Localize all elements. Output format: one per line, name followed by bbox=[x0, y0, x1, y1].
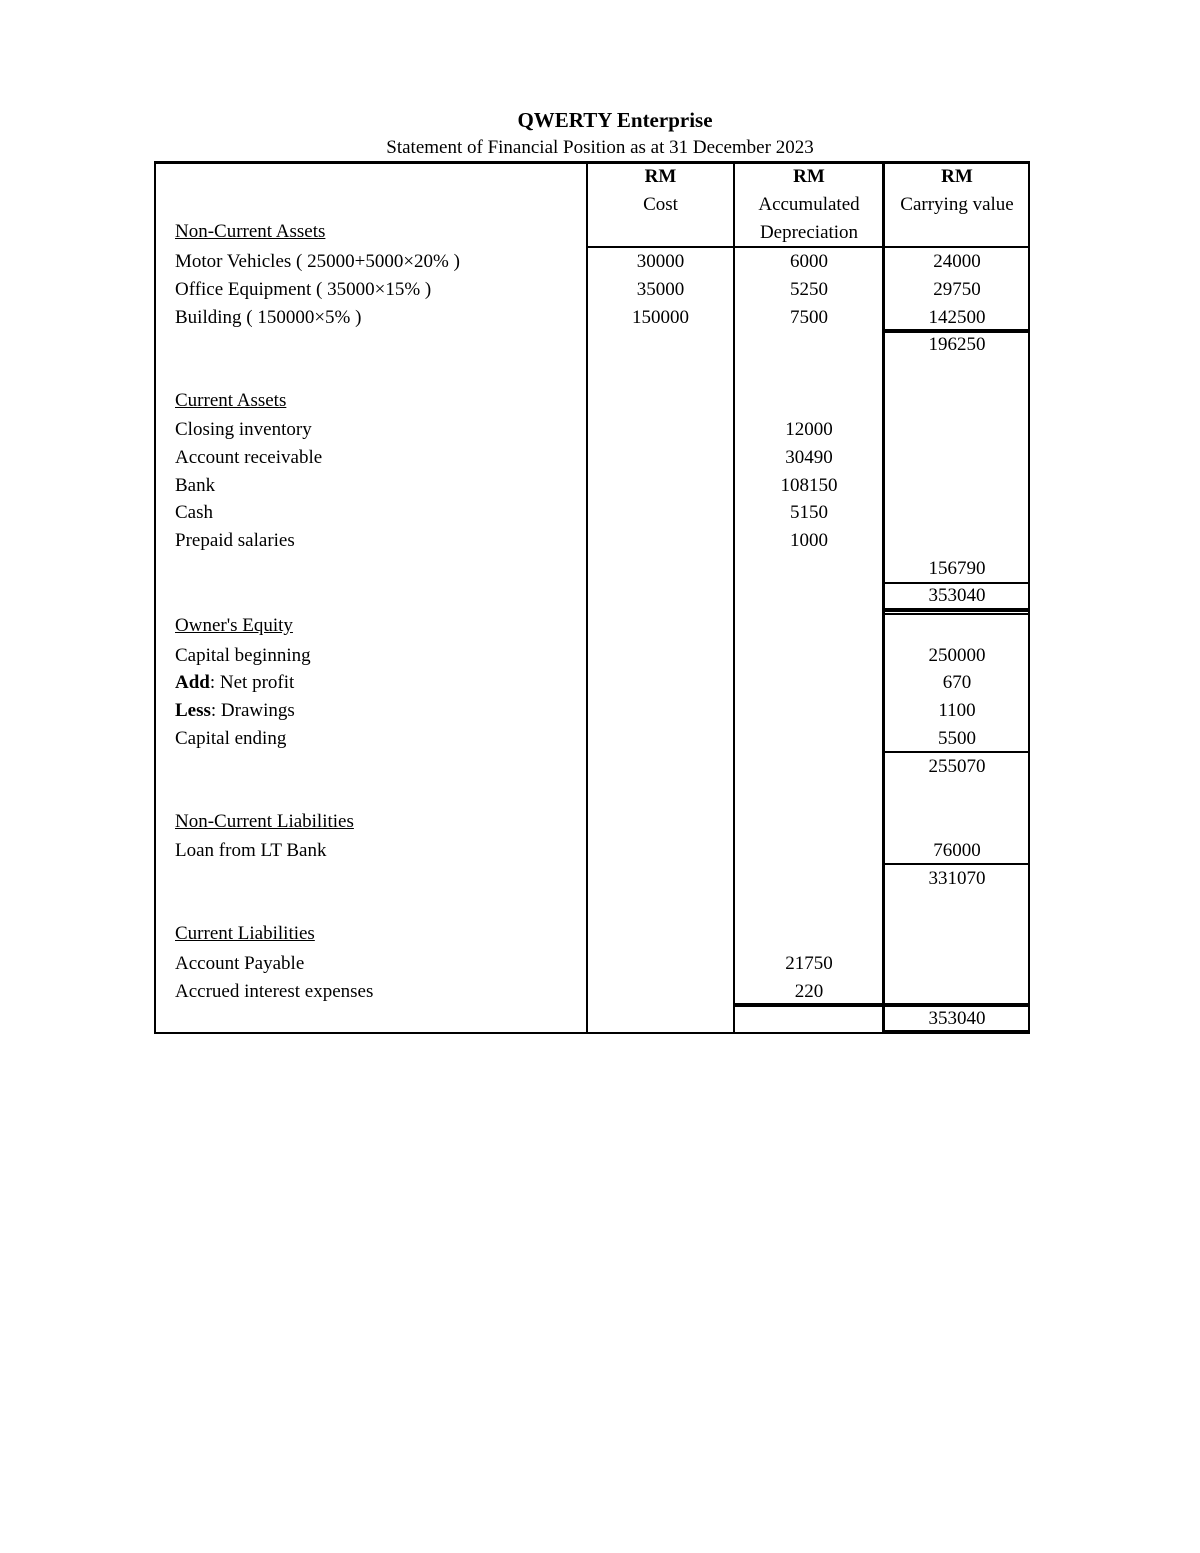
carrying-value: 24000 bbox=[933, 251, 981, 272]
depreciation-value: 6000 bbox=[790, 251, 828, 272]
row-label: Loan from LT Bank bbox=[175, 840, 327, 861]
capital-beginning-value: 250000 bbox=[928, 645, 986, 666]
non-current-liabilities-total: 331070 bbox=[928, 868, 986, 889]
depreciation-currency-header: RM bbox=[793, 166, 825, 187]
non-current-assets-total: 196250 bbox=[928, 334, 986, 355]
double-rule bbox=[882, 608, 1030, 612]
double-rule bbox=[882, 613, 1030, 615]
section-heading-current-assets: Current Assets bbox=[175, 390, 287, 411]
row-label: Motor Vehicles ( 25000+5000×20% ) bbox=[175, 251, 460, 272]
depreciation-value: 7500 bbox=[790, 307, 828, 328]
total-rule bbox=[733, 1003, 1030, 1007]
row-label: Account receivable bbox=[175, 447, 323, 468]
statement-subtitle: Statement of Financial Position as at 31 December 2023 bbox=[386, 137, 814, 158]
drawings-value: 1100 bbox=[938, 700, 976, 721]
subtotal-rule bbox=[882, 329, 1030, 333]
amount-value: 108150 bbox=[780, 475, 838, 496]
depreciation-header-line1: Accumulated bbox=[758, 194, 860, 215]
owners-equity-total: 255070 bbox=[928, 756, 986, 777]
current-assets-total: 156790 bbox=[928, 558, 986, 579]
row-label: Closing inventory bbox=[175, 419, 312, 440]
row-label: Bank bbox=[175, 475, 216, 496]
header-rule bbox=[586, 246, 1030, 248]
add-prefix: Add bbox=[175, 672, 210, 693]
total-assets: 353040 bbox=[928, 585, 986, 606]
amount-value: 21750 bbox=[785, 953, 833, 974]
amount-value: 220 bbox=[794, 981, 824, 1002]
amount-value: 12000 bbox=[785, 419, 833, 440]
cost-value: 35000 bbox=[636, 279, 685, 300]
row-label: Account Payable bbox=[175, 953, 305, 974]
depreciation-header-line2: Depreciation bbox=[759, 222, 859, 243]
depreciation-value: 5250 bbox=[790, 279, 828, 300]
row-label-add-net-profit bbox=[175, 672, 294, 694]
row-label: Capital beginning bbox=[175, 645, 311, 666]
section-heading-current-liabilities: Current Liabilities bbox=[175, 923, 315, 944]
amount-value: 1000 bbox=[790, 530, 828, 551]
amount-value: 5150 bbox=[790, 502, 828, 523]
row-label: Prepaid salaries bbox=[175, 530, 295, 551]
net-profit-value: 670 bbox=[942, 672, 972, 693]
statement-company-name: QWERTY Enterprise bbox=[517, 108, 713, 132]
drawings-label: : Drawings bbox=[210, 700, 295, 721]
row-label: Accrued interest expenses bbox=[175, 981, 374, 1002]
carrying-currency-header: RM bbox=[941, 166, 973, 187]
carrying-value: 29750 bbox=[933, 279, 981, 300]
less-prefix: Less bbox=[175, 700, 211, 721]
total-equity-and-liabilities: 353040 bbox=[928, 1008, 986, 1029]
row-label: Cash bbox=[175, 502, 213, 523]
subtotal-rule bbox=[882, 863, 1030, 865]
section-heading-owners-equity: Owner's Equity bbox=[175, 615, 293, 636]
carrying-value-header: Carrying value bbox=[900, 194, 1014, 215]
subtotal-rule bbox=[882, 582, 1030, 584]
amount-value: 30490 bbox=[785, 447, 833, 468]
cost-value: 150000 bbox=[632, 307, 689, 328]
cost-currency-header: RM bbox=[644, 166, 677, 187]
carrying-value: 142500 bbox=[928, 307, 986, 328]
subtotal-rule bbox=[882, 751, 1030, 753]
cost-value: 30000 bbox=[636, 251, 685, 272]
section-heading-non-current-assets: Non-Current Assets bbox=[175, 221, 326, 242]
row-label: Capital ending bbox=[175, 728, 287, 749]
row-label-less-drawings bbox=[175, 700, 295, 722]
double-underline bbox=[882, 1030, 1030, 1034]
section-heading-non-current-liabilities: Non-Current Liabilities bbox=[175, 811, 354, 832]
capital-ending-value: 5500 bbox=[938, 728, 976, 749]
row-label: Office Equipment ( 35000×15% ) bbox=[175, 279, 432, 300]
loan-value: 76000 bbox=[933, 840, 981, 861]
row-label: Building ( 150000×5% ) bbox=[175, 307, 362, 328]
net-profit-label: : Net profit bbox=[209, 672, 295, 693]
cost-header: Cost bbox=[643, 194, 678, 215]
